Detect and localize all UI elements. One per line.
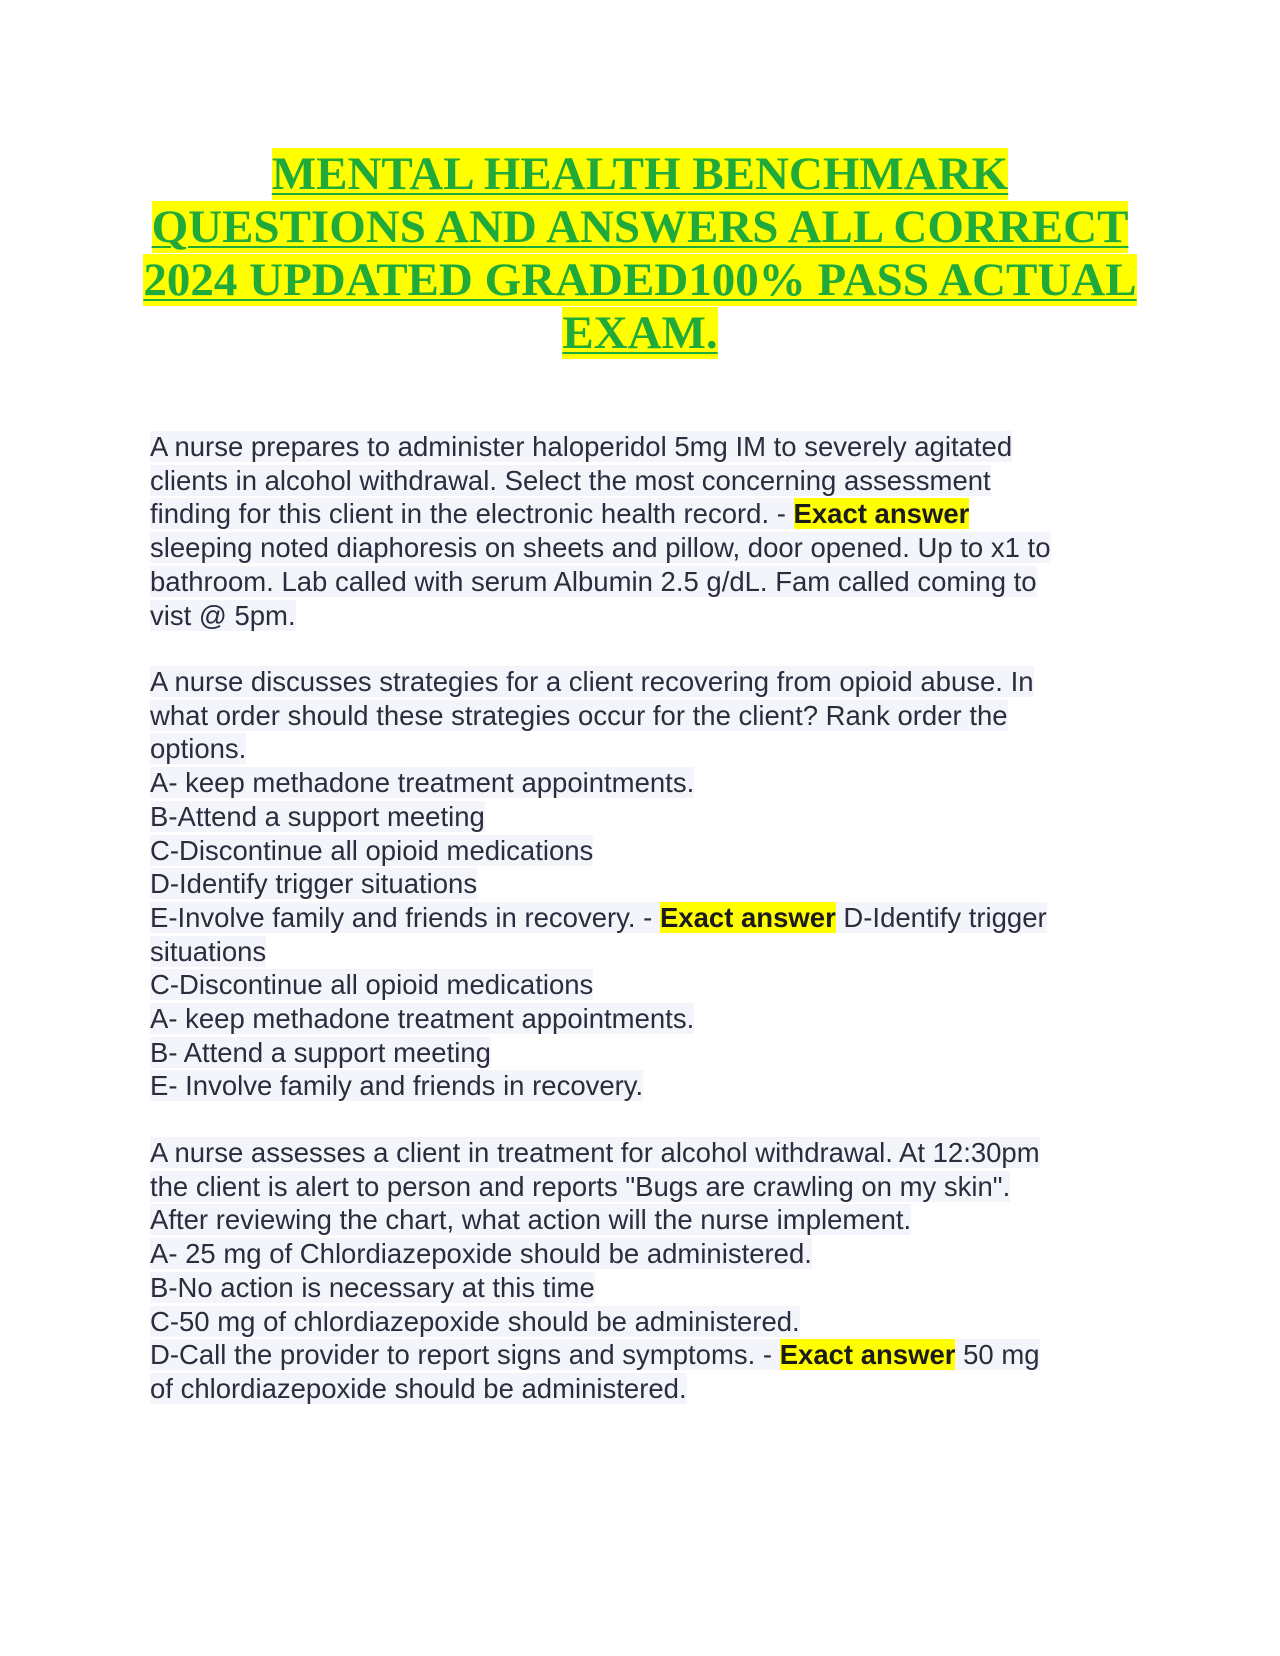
question-text-line: options. bbox=[150, 733, 247, 765]
answer-text-line: bathroom. Lab called with serum Albumin 2.5 g/dL. Fam called coming to bbox=[150, 565, 1037, 597]
answer-text-line: B- Attend a support meeting bbox=[150, 1036, 491, 1068]
exact-answer-label: Exact answer bbox=[659, 901, 836, 933]
option-line: B-Attend a support meeting bbox=[150, 800, 485, 832]
exact-answer-label: Exact answer bbox=[779, 1339, 956, 1371]
answer-text-line: situations bbox=[150, 935, 267, 967]
title-line: MENTAL HEALTH BENCHMARK bbox=[271, 148, 1009, 200]
option-line: A- 25 mg of Chlordiazepoxide should be administered. bbox=[150, 1238, 812, 1270]
question-text-line: clients in alcohol withdrawal. Select the most concerning assessment bbox=[150, 464, 991, 496]
option-line: B-No action is necessary at this time bbox=[150, 1271, 595, 1303]
question-text-line: the client is alert to person and reports "Bugs are crawling on my skin". bbox=[150, 1170, 1011, 1202]
option-line: E-Involve family and friends in recovery. - bbox=[150, 901, 660, 933]
question-1 bbox=[150, 430, 1140, 632]
answer-text-line: C-Discontinue all opioid medications bbox=[150, 969, 594, 1001]
answer-text: D-Identify trigger bbox=[835, 901, 1047, 933]
question-text-line: A nurse assesses a client in treatment for alcohol withdrawal. At 12:30pm bbox=[150, 1137, 1040, 1168]
question-2 bbox=[150, 665, 1140, 1103]
title-line: EXAM. bbox=[562, 307, 718, 359]
exact-answer-label: Exact answer bbox=[793, 498, 970, 530]
answer-text-line: sleeping noted diaphoresis on sheets and pillow, door opened. Up to x1 to bbox=[150, 532, 1051, 564]
answer-text-line: E- Involve family and friends in recovery. bbox=[150, 1070, 644, 1102]
answer-text-line: of chlordiazepoxide should be administered. bbox=[150, 1372, 687, 1404]
document-title bbox=[140, 148, 1140, 360]
option-line: D-Identify trigger situations bbox=[150, 868, 478, 900]
option-line: A- keep methadone treatment appointments. bbox=[150, 767, 695, 799]
question-text-line: A nurse discusses strategies for a client recovering from opioid abuse. In bbox=[150, 666, 1034, 697]
option-line: D-Call the provider to report signs and symptoms. - bbox=[150, 1339, 780, 1371]
answer-text: 50 mg bbox=[955, 1339, 1040, 1371]
answer-text-line: vist @ 5pm. bbox=[150, 599, 296, 631]
title-line: 2024 UPDATED GRADED100% PASS ACTUAL bbox=[143, 254, 1137, 306]
question-text-line: After reviewing the chart, what action will the nurse implement. bbox=[150, 1204, 912, 1236]
option-line: C-Discontinue all opioid medications bbox=[150, 834, 594, 866]
question-3 bbox=[150, 1136, 1140, 1406]
question-text-line: what order should these strategies occur for the client? Rank order the bbox=[150, 699, 1008, 731]
question-text-line: finding for this client in the electronic health record. - bbox=[150, 498, 794, 530]
title-line: QUESTIONS AND ANSWERS ALL CORRECT bbox=[151, 201, 1129, 253]
answer-text-line: A- keep methadone treatment appointments. bbox=[150, 1003, 695, 1035]
question-text-line: A nurse prepares to administer haloperidol 5mg IM to severely agitated bbox=[150, 431, 1013, 462]
option-line: C-50 mg of chlordiazepoxide should be administered. bbox=[150, 1305, 800, 1337]
